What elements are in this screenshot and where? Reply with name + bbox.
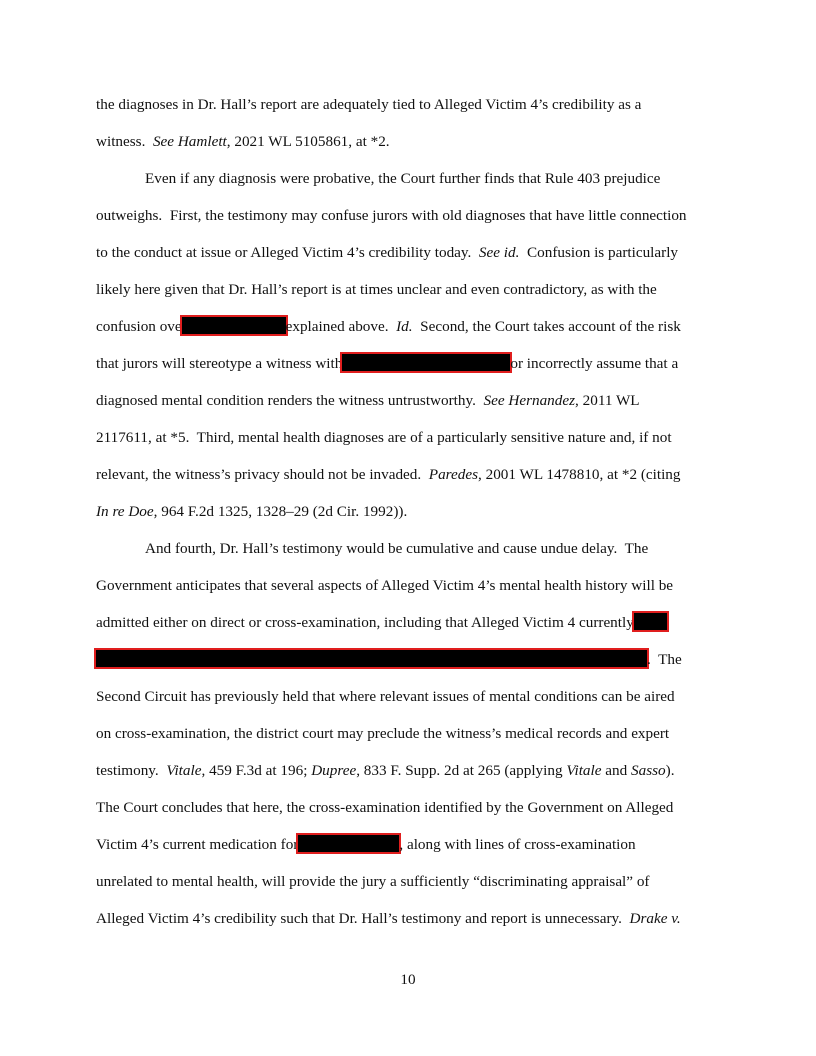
text-line: the diagnoses in Dr. Hall’s report are adequately tied to Alleged Victim 4’s credibility as a <box>96 96 642 113</box>
text-line: that jurors will stereotype a witness with or incorrectly assume that a <box>96 355 679 372</box>
case-citation: Drake v. <box>629 910 681 927</box>
case-citation: Dupree <box>311 762 357 779</box>
redaction-box <box>634 613 667 630</box>
text-line: unrelated to mental health, will provide the jury a sufficiently “discriminating appraisal” of <box>96 873 650 890</box>
text-line: Government anticipates that several aspects of Alleged Victim 4’s mental health history will be <box>96 577 674 594</box>
text-line: outweighs. First, the testimony may confuse jurors with old diagnoses that have little connection <box>96 207 687 224</box>
text-line: In re Doe, 964 F.2d 1325, 1328–29 (2d Cir. 1992)). <box>96 503 408 520</box>
paragraph-start: Even if any diagnosis were probative, the Court further finds that Rule 403 prejudice <box>145 170 661 187</box>
case-citation: See id. <box>478 244 520 261</box>
text-line: admitted either on direct or cross-examination, including that Alleged Victim 4 currently <box>96 613 736 633</box>
case-citation: Vitale <box>166 762 202 779</box>
case-citation: Paredes <box>428 466 479 483</box>
text-line: on cross-examination, the district court may preclude the witness’s medical records and expert <box>96 725 670 742</box>
redaction-box <box>182 317 286 334</box>
text-line: likely here given that Dr. Hall’s report is at times unclear and even contradictory, as with the <box>96 281 657 298</box>
case-citation: Id. <box>396 318 413 335</box>
text-line: Second Circuit has previously held that where relevant issues of mental conditions can be aired <box>96 688 675 705</box>
text-line: to the conduct at issue or Alleged Victim 4’s credibility today. See id. Confusion is particularly <box>96 244 679 261</box>
text-line: The Court concludes that here, the cross-examination identified by the Government on Alleged <box>96 799 674 816</box>
redaction-box <box>342 354 510 371</box>
text-line: . The <box>96 650 736 670</box>
text-line: Victim 4’s current medication for , along with lines of cross-examination <box>96 836 636 853</box>
case-citation: In re Doe <box>96 503 154 520</box>
text-line: witness. See Hamlett, 2021 WL 5105861, at *2. <box>96 133 390 150</box>
text-line: relevant, the witness’s privacy should not be invaded. Paredes, 2001 WL 1478810, at *2 (citing <box>96 466 681 483</box>
text-line: confusion ove explained above. Id. Second, the Court takes account of the risk <box>96 318 681 335</box>
paragraph-start: And fourth, Dr. Hall’s testimony would be cumulative and cause undue delay. The <box>145 540 649 557</box>
case-citation: See Hamlett <box>152 133 227 150</box>
redaction-box <box>298 835 399 852</box>
text-line: testimony. Vitale, 459 F.3d at 196; Dupree, 833 F. Supp. 2d at 265 (applying Vitale and Sasso). <box>96 762 675 779</box>
text-line: 2117611, at *5. Third, mental health diagnoses are of a particularly sensitive nature and, if not <box>96 429 672 446</box>
text-line: Alleged Victim 4’s credibility such that Dr. Hall’s testimony and report is unnecessary. Drake v. <box>96 910 681 927</box>
case-citation: Vitale <box>566 762 602 779</box>
text-line: diagnosed mental condition renders the witness untrustworthy. See Hernandez, 2011 WL <box>96 392 640 409</box>
page-number: 10 <box>400 971 416 988</box>
redaction-box <box>96 650 647 667</box>
case-citation: Sasso <box>631 762 666 779</box>
case-citation: See Hernandez <box>483 392 576 409</box>
